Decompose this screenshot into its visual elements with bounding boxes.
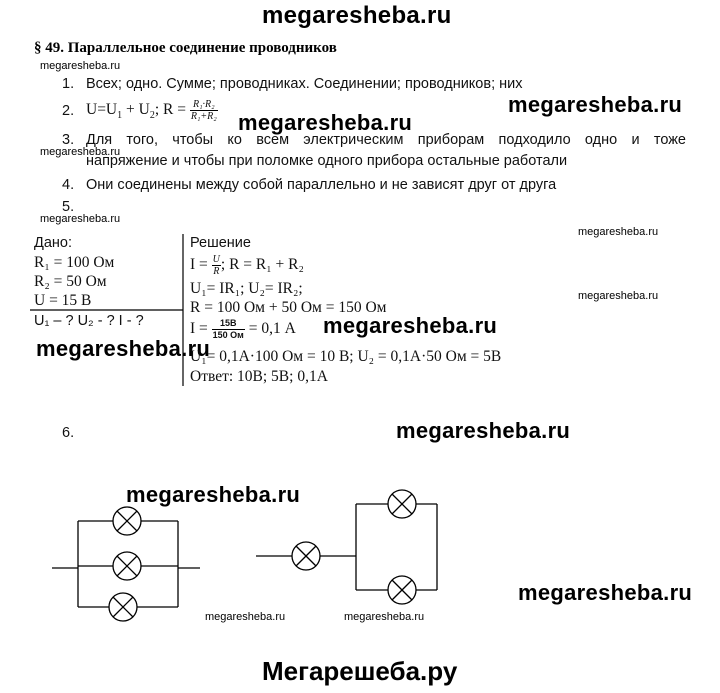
circuit-three-lamps-parallel: [52, 507, 200, 621]
answer-3-line-2: напряжение и чтобы при поломке одного прибора остальные работали: [86, 153, 568, 169]
lamp-icon: [388, 490, 416, 518]
lamp-icon: [292, 542, 320, 570]
solution-line-1: I = $\frac{U}{R}$ ; R = R₁ + R₂: [190, 254, 304, 277]
watermark-small-2: megaresheba.ru: [40, 146, 121, 158]
solution-line-5: U₁= 0,1А·100 Ом = 10 В; U₂ = 0,1А·50 Ом = 5В: [190, 348, 502, 365]
solution-title: Решение: [190, 235, 251, 251]
section-title: § 49. Параллельное соединение проводников: [34, 40, 337, 56]
lamp-icon: [113, 507, 141, 535]
answer-4-number: 4.: [62, 177, 75, 193]
watermark-left-1: megaresheba.ru: [36, 336, 211, 361]
given-solution-table: [30, 234, 183, 386]
answer-3-number: 3.: [62, 132, 75, 148]
given-voltage: U = 15 В: [34, 292, 92, 309]
find-unknowns: U₁ – ? U₂ - ? I - ?: [34, 313, 144, 329]
solution-line-4: I = $\frac{15В}{150 Ом}$ = 0,1 А: [190, 318, 296, 340]
lamp-icon: [113, 552, 141, 580]
answer-3-line-1: Для того, чтобы ко всем электрическим приборам подходило одно и тоже: [86, 132, 686, 148]
answer-2-number: 2.: [62, 103, 75, 119]
watermark-right-2: megaresheba.ru: [518, 580, 693, 605]
watermark-top: megaresheba.ru: [262, 2, 452, 29]
watermark-mid-3: megaresheba.ru: [396, 418, 571, 443]
watermark-small-7: megaresheba.ru: [344, 611, 425, 623]
parallel-resistance-fraction: $\frac{\text{R₁·R₂}}{\text{R₁+R₂}}$: [190, 99, 217, 122]
circuit-series-parallel: [256, 490, 437, 604]
solution-line-3: R = 100 Ом + 50 Ом = 150 Ом: [190, 299, 387, 316]
answer-5-number: 5.: [62, 199, 75, 215]
given-r1: R₁ = 100 Ом: [34, 254, 115, 271]
watermark-small-5: megaresheba.ru: [578, 290, 659, 302]
footer-watermark: Мегарешеба.ру: [262, 656, 458, 686]
ohms-law-fraction: $\frac{U}{R}$: [212, 254, 220, 277]
watermark-mid-1: megaresheba.ru: [238, 110, 413, 135]
solution-answer: Ответ: 10В; 5В; 0,1А: [190, 368, 328, 385]
lamp-icon: [109, 593, 137, 621]
watermark-small-1: megaresheba.ru: [40, 60, 121, 72]
answer-1-number: 1.: [62, 76, 75, 92]
lamp-icon: [388, 576, 416, 604]
watermark-small-3: megaresheba.ru: [40, 213, 121, 225]
answer-2-formula: $U=U_1 + U_2$; R = $\frac{\text{R₁·R₂}}{\text{R₁+R₂}}$: [86, 99, 217, 122]
given-title: Дано:: [34, 235, 72, 251]
solution-line-2: U₁= IR₁; U₂= IR₂;: [190, 280, 303, 297]
answer-6-number: 6.: [62, 425, 75, 441]
answer-1-text: Всех; одно. Сумме; проводниках. Соединении; проводников; них: [86, 76, 523, 92]
watermark-right-1: megaresheba.ru: [508, 92, 683, 117]
given-r2: R₂ = 50 Ом: [34, 273, 107, 290]
watermark-small-6: megaresheba.ru: [205, 611, 286, 623]
answer-4-text: Они соединены между собой параллельно и не зависят друг от друга: [86, 177, 557, 193]
watermark-left-2: megaresheba.ru: [126, 482, 301, 507]
watermark-mid-2: megaresheba.ru: [323, 313, 498, 338]
watermark-small-4: megaresheba.ru: [578, 226, 659, 238]
current-fraction: $\frac{15В}{150 Ом}$: [212, 318, 244, 340]
